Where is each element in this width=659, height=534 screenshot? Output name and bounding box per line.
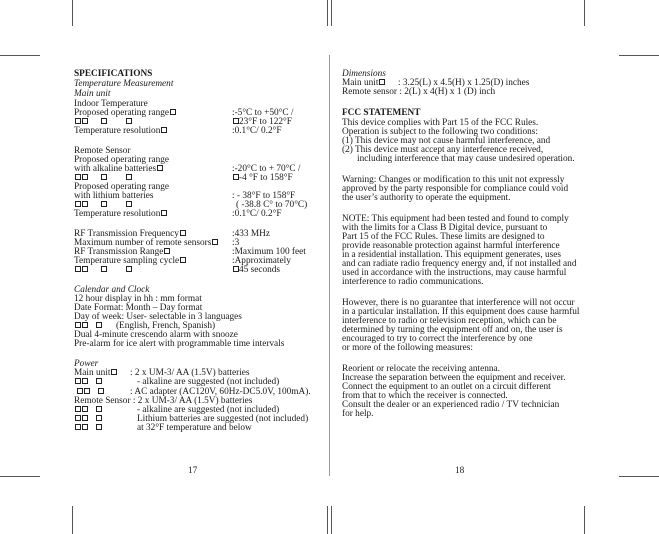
power-line: at 32°F temperature and below <box>137 423 252 433</box>
measure-line: Consult the dealer or an experienced radio / TV technician <box>342 400 560 410</box>
warning-line: the user’s authority to operate the equipment. <box>342 193 511 203</box>
power-line <box>74 423 102 433</box>
rf-range-label: RF Transmission Range <box>74 247 170 257</box>
remote-res-value: :0.1°C/ 0.2°F <box>232 209 282 219</box>
power-heading: Power <box>74 359 99 369</box>
left-page <box>0 0 329 534</box>
temp-heading: Temperature Measurement <box>74 79 174 89</box>
measure-line: Reorient or relocate the receiving antenna. <box>342 364 500 374</box>
sampling-value-2: 45 seconds <box>232 265 280 275</box>
warning-line: Warning: Changes or modification to this unit not expressly <box>342 175 565 185</box>
note-line: in a residential installation. This equipment generates, uses <box>342 250 562 260</box>
fcc-line: including interference that may cause undesired operation. <box>357 154 575 164</box>
alkaline-value-f: -4 °F to 158°F <box>232 173 293 183</box>
rf-freq-label: RF Transmission Frequency <box>74 229 186 239</box>
lithium-range-label: Proposed operating range <box>74 182 170 192</box>
note-line: interference to radio communications. <box>342 277 484 287</box>
calendar-line: Date Format: Month – Day format <box>74 303 203 313</box>
page-number: 17 <box>188 466 198 476</box>
measure-line: for help. <box>342 409 374 419</box>
power-line: : AC adapter (AC120V, 60Hz-DC5.0V, 100mA). <box>130 387 311 397</box>
note-line: Part 15 of the FCC Rules. These limits are designed to <box>342 232 545 242</box>
placeholder-boxes <box>74 265 132 275</box>
however-line: interference to radio or television reception, which can be <box>342 316 557 326</box>
however-line: or more of the following measures: <box>342 343 473 353</box>
measure-line: from that to which the receiver is connected. <box>342 391 508 401</box>
indoor-range-value-f: 23°F to 122°F <box>232 117 292 127</box>
note-line: with the limits for a Class B Digital device, pursuant to <box>342 223 548 233</box>
lithium-label: with lithium batteries <box>74 191 154 201</box>
fcc-line: (2) This device must accept any interference received, <box>342 145 544 155</box>
main-unit-heading: Main unit <box>74 89 111 99</box>
indoor-res-label: Temperature resolution <box>74 126 167 136</box>
power-line: - alkaline are suggested (not included) <box>137 405 280 415</box>
however-line: in a particular installation. If this equipment does cause harmful <box>342 307 580 317</box>
fcc-line: Operation is subject to the following two conditions: <box>342 127 538 137</box>
indoor-range-value: :-5°C to +50°C / <box>232 108 294 118</box>
remote-res-label: Temperature resolution <box>74 209 167 219</box>
power-main-label: Main unit <box>74 368 117 378</box>
dimensions-main-value: : 3.25(L) x 4.5(H) x 1.25(D) inches <box>398 78 530 88</box>
measure-line: Connect the equipment to an outlet on a circuit different <box>342 382 551 392</box>
measure-line: Increase the separation between the equipment and receiver. <box>342 373 566 383</box>
calendar-line: Day of week: User- selectable in 3 languages <box>74 312 242 322</box>
lithium-value: : - 38°F to 158°F <box>232 191 296 201</box>
power-main-value: : 2 x UM-3/ AA (1.5V) batteries <box>130 368 250 378</box>
power-line: - alkaline are suggested (not included) <box>137 377 280 387</box>
however-line: determined by turning the equipment off and on, the user is <box>342 325 563 335</box>
note-line: NOTE: This equipment had been tested and found to comply <box>342 214 569 224</box>
dimensions-heading: Dimensions <box>342 69 386 79</box>
calendar-line: Dual 4-minute crescendo alarm with snooze <box>74 330 238 340</box>
remote-range-label: Proposed operating range <box>74 155 170 165</box>
dimensions-remote: Remote sensor : 2(L) x 4(H) x 1 (D) inch <box>342 87 496 97</box>
sampling-label: Temperature sampling cycle <box>74 256 186 266</box>
indoor-range-label: Proposed operating range <box>74 108 176 118</box>
dimensions-main-label: Main unit <box>342 78 385 88</box>
fcc-line: (1) This device may not cause harmful interference, and <box>342 136 551 146</box>
right-page <box>330 0 659 534</box>
however-line: However, there is no guarantee that interference will not occur <box>342 298 575 308</box>
note-line: provide reasonable protection against harmful interference <box>342 241 560 251</box>
calendar-heading: Calendar and Clock <box>74 285 150 295</box>
note-line: and can radiate radio frequency energy and, if not installed and <box>342 259 577 269</box>
rf-freq-value: :433 MHz <box>232 229 270 239</box>
remote-heading: Remote Sensor <box>74 146 131 156</box>
max-sensors-value: :3 <box>232 238 240 248</box>
calendar-line: 12 hour display in hh : mm format <box>74 294 202 304</box>
max-sensors-label: Maximum number of remote sensors <box>74 238 218 248</box>
alkaline-value: :-20°C to + 70°C / <box>232 164 301 174</box>
power-line: Lithium batteries are suggested (not included) <box>137 414 309 424</box>
power-line: Remote Sensor : 2 x UM-3/ AA (1.5V) batteries <box>74 396 253 406</box>
lithium-value-c: ( -38.8 C° to 70°C) <box>236 200 308 210</box>
sampling-value: :Approximately <box>232 256 291 266</box>
specifications-title: SPECIFICATIONS <box>74 69 153 79</box>
calendar-line: (English, French, Spanish) <box>74 321 215 331</box>
note-line: used in accordance with the instructions, may cause harmful <box>342 268 567 278</box>
rf-range-value: :Maximum 100 feet <box>232 247 306 257</box>
indoor-res-value: :0.1°C/ 0.2°F <box>232 126 282 136</box>
calendar-line: Pre-alarm for ice alert with programmable time intervals <box>74 339 285 349</box>
warning-line: approved by the party responsible for compliance could void <box>342 184 569 194</box>
fcc-heading: FCC STATEMENT <box>342 108 421 118</box>
however-line: encouraged to try to correct the interference by one <box>342 334 533 344</box>
page-number: 18 <box>455 466 465 476</box>
indoor-heading: Indoor Temperature <box>74 99 148 109</box>
alkaline-label: with alkaline batteries <box>74 164 163 174</box>
power-line <box>74 377 102 387</box>
fcc-line: This device complies with Part 15 of the FCC Rules. <box>342 118 539 128</box>
